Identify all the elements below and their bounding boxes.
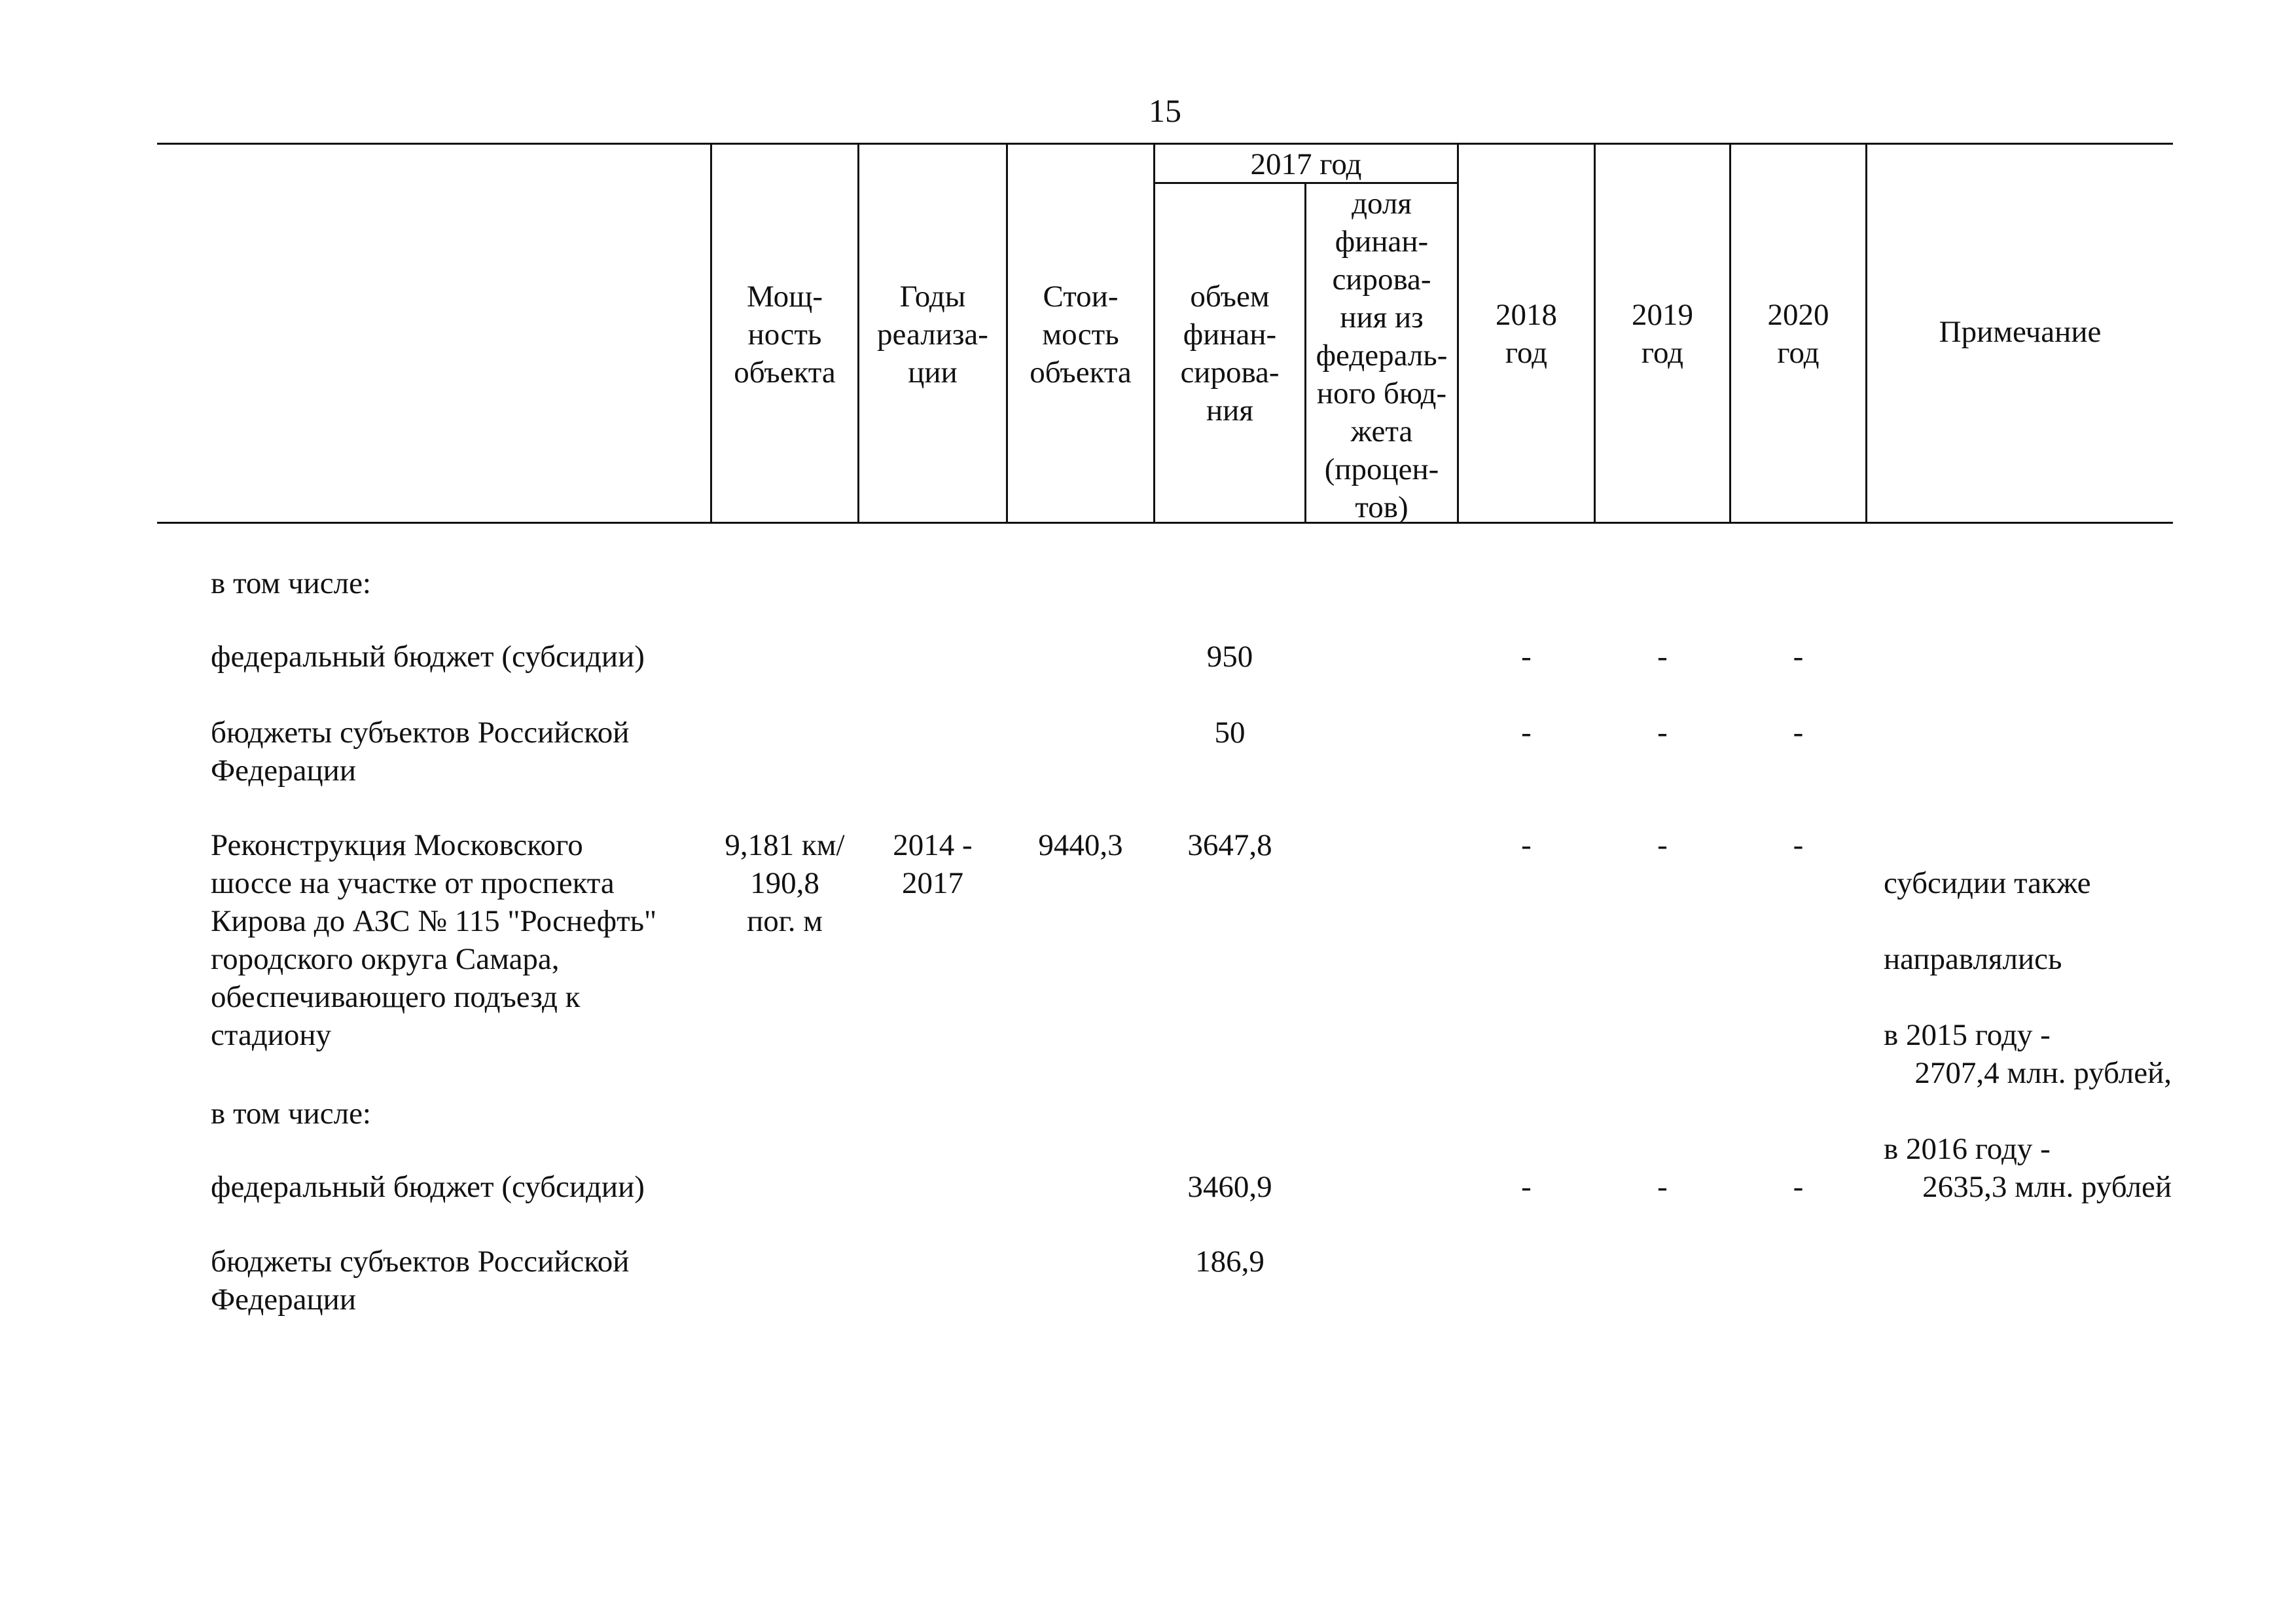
header-capacity: Мощ- ность объекта [734, 280, 836, 390]
note-line: 2707,4 млн. рублей, [1914, 1056, 2172, 1090]
row-label: Реконструкция Московского шоссе на участке от проспекта Кирова до АЗС № 115 "Роснефть" городского округа Самара, обеспечивающего подъезд к стадиону [211, 828, 657, 1052]
cell-2019: - [1657, 716, 1668, 750]
header-cost: Стои- мость объекта [1030, 280, 1132, 390]
header-2019: 2019 год [1632, 298, 1693, 370]
header-volume: объем финан- сирова- ния [1180, 280, 1280, 428]
header-note: Примечание [1939, 315, 2102, 349]
note-line: 2635,3 млн. рублей [1922, 1170, 2172, 1204]
cell-2018: - [1521, 640, 1532, 674]
header-year-2017: 2017 год [1250, 147, 1362, 181]
cell-volume: 950 [1206, 640, 1253, 674]
row-label: бюджеты субъектов Российской Федерации [211, 716, 630, 788]
row-label: федеральный бюджет (субсидии) [211, 640, 645, 674]
cell-volume: 3647,8 [1187, 828, 1272, 862]
header-share: доля финан- сирова- ния из федераль- ного бюд- жета (процен- тов) [1316, 187, 1448, 524]
row-label: в том числе: [211, 566, 371, 600]
header-2020: 2020 год [1767, 298, 1829, 370]
header-2018: 2018 год [1496, 298, 1557, 370]
page-number: 15 [1149, 92, 1181, 129]
cell-2019: - [1657, 640, 1668, 674]
note-line: направлялись [1884, 942, 2062, 976]
header-bottom-rule [157, 522, 2173, 524]
cell-volume: 186,9 [1195, 1245, 1265, 1279]
row-label: в том числе: [211, 1097, 371, 1131]
cell-volume: 3460,9 [1187, 1170, 1272, 1204]
row-label: федеральный бюджет (субсидии) [211, 1170, 645, 1204]
note-line: субсидии также [1884, 866, 2091, 900]
header-years: Годы реализа- ции [877, 280, 988, 390]
cell-note [1884, 826, 2172, 1244]
cell-cost: 9440,3 [1038, 828, 1123, 862]
note-line: в 2016 году - [1884, 1132, 2051, 1166]
cell-capacity: 9,181 км/ 190,8 пог. м [725, 828, 845, 938]
header-top-rule [157, 143, 2173, 145]
cell-2018: - [1521, 716, 1532, 750]
cell-2019: - [1657, 828, 1668, 862]
cell-2018: - [1521, 828, 1532, 862]
cell-2019: - [1657, 1170, 1668, 1204]
cell-2020: - [1793, 1170, 1804, 1204]
cell-2018: - [1521, 1170, 1532, 1204]
row-label: бюджеты субъектов Российской Федерации [211, 1245, 630, 1317]
note-line: в 2015 году - [1884, 1018, 2051, 1052]
cell-volume: 50 [1214, 716, 1246, 750]
cell-years: 2014 - 2017 [893, 828, 973, 900]
cell-2020: - [1793, 828, 1804, 862]
cell-2020: - [1793, 716, 1804, 750]
cell-2020: - [1793, 640, 1804, 674]
